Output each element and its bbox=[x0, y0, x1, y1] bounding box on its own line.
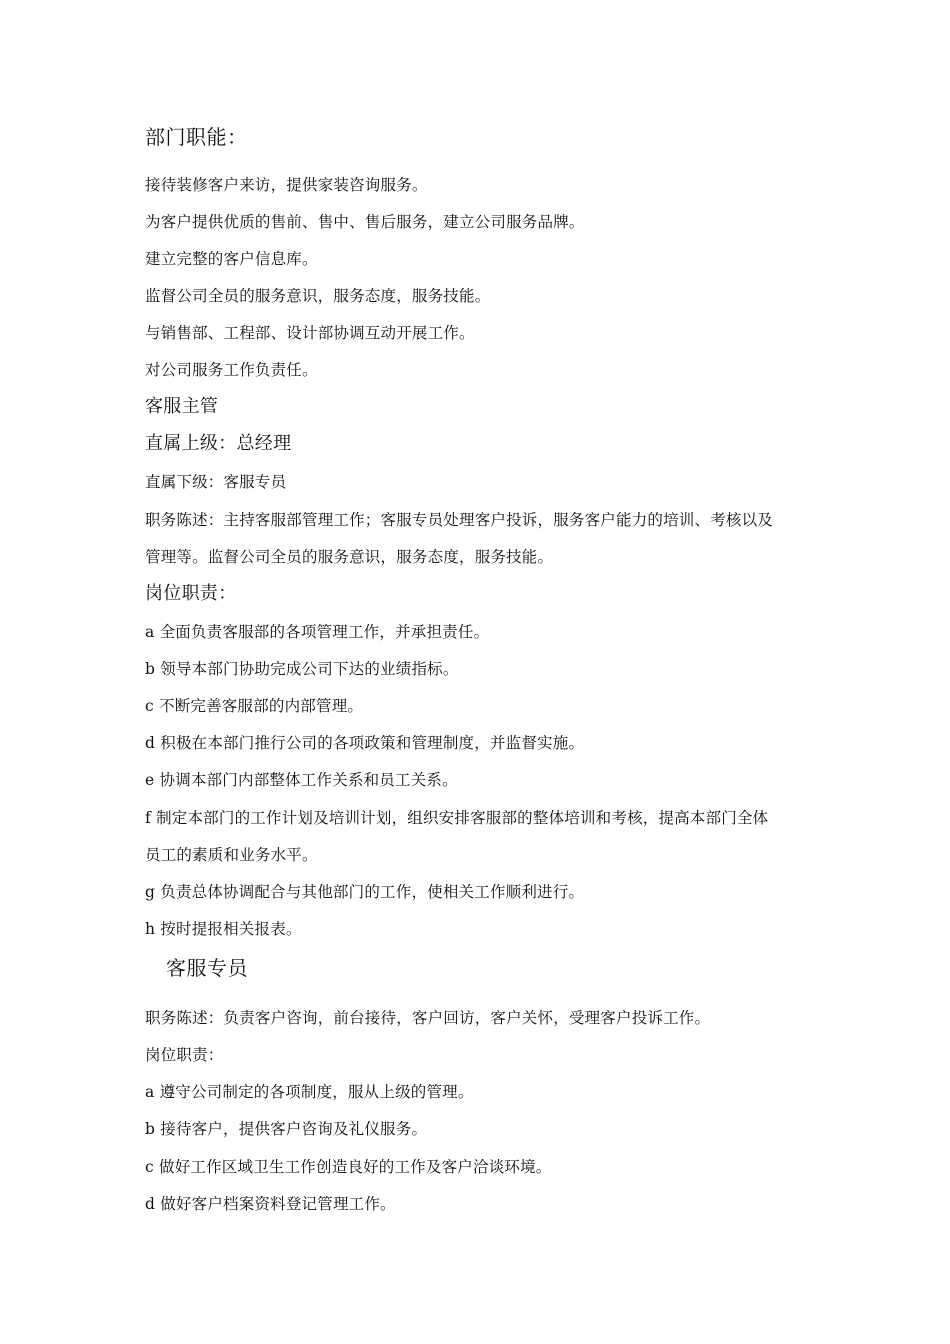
dept-function-item: 对公司服务工作负责任。 bbox=[145, 361, 318, 379]
specialist-duty-item: b 接待客户，提供客户咨询及礼仪服务。 bbox=[145, 1120, 428, 1138]
supervisor-description-line: 职务陈述：主持客服部管理工作；客服专员处理客户投诉，服务客户能力的培训、考核以及 bbox=[145, 511, 774, 529]
dept-function-item: 接待装修客户来访，提供家装咨询服务。 bbox=[145, 176, 428, 194]
dept-function-item: 与销售部、工程部、设计部协调互动开展工作。 bbox=[145, 324, 475, 342]
dept-functions-heading: 部门职能： bbox=[145, 125, 248, 149]
direct-subordinate: 直属下级：客服专员 bbox=[145, 473, 287, 491]
direct-superior: 直属上级：总经理 bbox=[145, 433, 292, 454]
specialist-description: 职务陈述：负责客户咨询，前台接待，客户回访，客户关怀，受理客户投诉工作。 bbox=[145, 1009, 711, 1027]
dept-function-item: 为客户提供优质的售前、售中、售后服务，建立公司服务品牌。 bbox=[145, 213, 585, 231]
supervisor-duty-item: e 协调本部门内部整体工作关系和员工关系。 bbox=[145, 771, 458, 789]
specialist-duty-item: d 做好客户档案资料登记管理工作。 bbox=[145, 1195, 396, 1213]
specialist-duty-item: c 做好工作区域卫生工作创造良好的工作及客户洽谈环境。 bbox=[145, 1158, 552, 1176]
supervisor-duty-item: c 不断完善客服部的内部管理。 bbox=[145, 697, 364, 715]
dept-function-item: 建立完整的客户信息库。 bbox=[145, 250, 318, 268]
specialist-duty-item: a 遵守公司制定的各项制度，服从上级的管理。 bbox=[145, 1083, 474, 1101]
specialist-duties-heading: 岗位职责： bbox=[145, 1046, 224, 1064]
supervisor-duty-item: g 负责总体协调配合与其他部门的工作，使相关工作顺利进行。 bbox=[145, 883, 585, 901]
supervisor-heading: 客服主管 bbox=[145, 396, 219, 417]
supervisor-duty-item: d 积极在本部门推行公司的各项政策和管理制度，并监督实施。 bbox=[145, 734, 585, 752]
supervisor-duty-item: f 制定本部门的工作计划及培训计划，组织安排客服部的整体培训和考核，提高本部门全体 bbox=[145, 809, 769, 827]
supervisor-duty-item: a 全面负责客服部的各项管理工作，并承担责任。 bbox=[145, 623, 490, 641]
supervisor-description-line: 管理等。监督公司全员的服务意识，服务态度，服务技能。 bbox=[145, 548, 554, 566]
dept-function-item: 监督公司全员的服务意识，服务态度，服务技能。 bbox=[145, 287, 491, 305]
specialist-heading: 客服专员 bbox=[166, 956, 248, 980]
supervisor-duty-item: h 按时提报相关报表。 bbox=[145, 920, 302, 938]
supervisor-duty-item: b 领导本部门协助完成公司下达的业绩指标。 bbox=[145, 660, 459, 678]
supervisor-duties-heading: 岗位职责： bbox=[145, 583, 237, 604]
supervisor-duty-item: 员工的素质和业务水平。 bbox=[145, 846, 318, 864]
